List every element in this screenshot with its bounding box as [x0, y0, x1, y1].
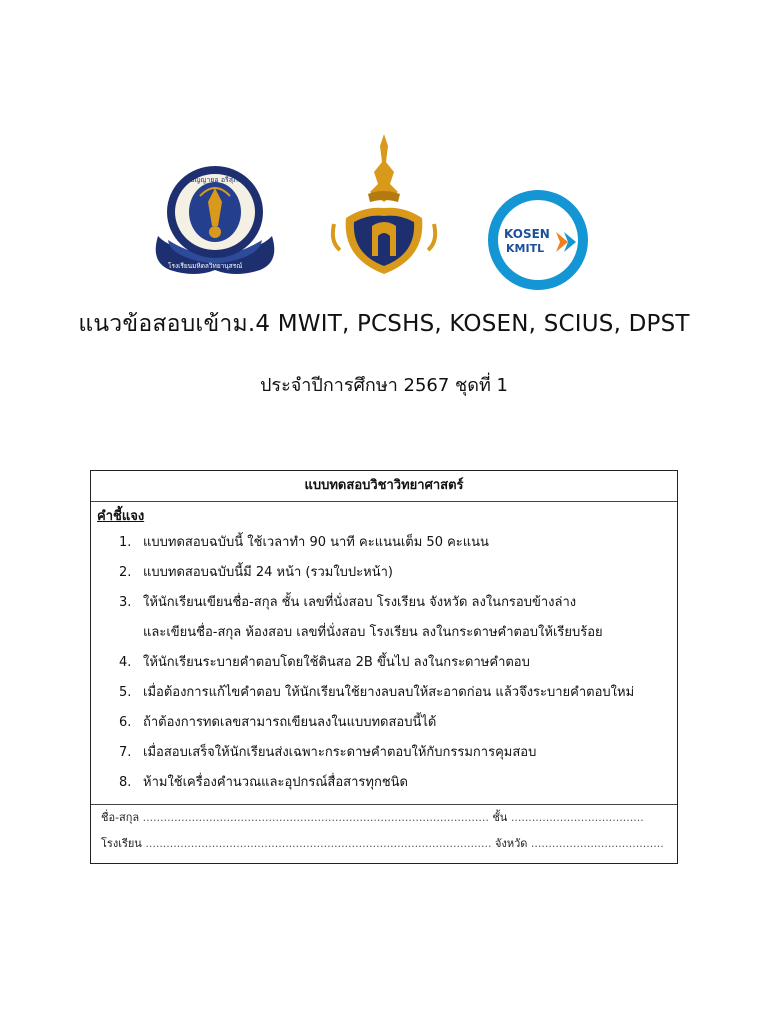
list-item [91, 594, 677, 642]
province-label: จังหวัด [495, 837, 528, 850]
kosen-text: KOSEN [504, 227, 550, 241]
logo-row [0, 128, 768, 288]
exam-subject-header: แบบทดสอบวิชาวิทยาศาสตร์ [91, 471, 677, 502]
exam-cover-box [90, 470, 678, 864]
student-info-fields [91, 804, 677, 863]
name-field[interactable]: ................................................................................................... [142, 811, 489, 824]
name-label: ชื่อ-สกุล [101, 811, 140, 824]
item-number: 5. [119, 685, 132, 700]
name-class-row [91, 805, 677, 831]
item-text: แบบทดสอบฉบับนี้มี 24 หน้า (รวมใบปะหน้า) [143, 565, 393, 580]
kmitl-text: KMITL [506, 242, 545, 255]
item-text: ให้นักเรียนระบายคำตอบโดยใช้ดินสอ 2B ขึ้นไป ลงในกระดาษคำตอบ [143, 655, 530, 670]
school-province-row [91, 831, 677, 857]
instructions-list [91, 534, 677, 792]
item-number: 7. [119, 745, 132, 760]
item-number: 2. [119, 565, 132, 580]
instructions-label: คำชี้แจง [97, 509, 145, 524]
page-title: แนวข้อสอบเข้าม.4 MWIT, PCSHS, KOSEN, SCIUS, DPST [78, 311, 690, 337]
item-number: 8. [119, 775, 132, 790]
class-field[interactable]: ...................................... [510, 811, 644, 824]
list-item [91, 744, 677, 762]
list-item [91, 534, 677, 552]
list-item [91, 654, 677, 672]
class-label: ชั้น [492, 811, 508, 824]
mwit-logo [150, 166, 280, 278]
school-label: โรงเรียน [101, 837, 142, 850]
pcshs-logo [328, 132, 440, 282]
kosen-kmitl-logo [484, 186, 592, 294]
item-text: เมื่อสอบเสร็จให้นักเรียนส่งเฉพาะกระดาษคำตอบให้กับกรรมการคุมสอบ [143, 745, 537, 760]
item-text: ถ้าต้องการทดเลขสามารถเขียนลงในแบบทดสอบนี้ได้ [143, 715, 437, 730]
item-text: แบบทดสอบฉบับนี้ ใช้เวลาทำ 90 นาที คะแนนเต็ม 50 คะแนน [143, 535, 489, 550]
mwit-logo-text-top: ปัญญายอ อรีสุภัทษ [190, 176, 247, 184]
mwit-logo-text-bottom: โรงเรียนมหิดลวิทยานุสรณ์ [168, 262, 243, 270]
list-item [91, 774, 677, 792]
item-text: ห้ามใช้เครื่องคำนวณและอุปกรณ์สื่อสารทุกชนิด [143, 775, 408, 790]
page-subtitle: ประจำปีการศึกษา 2567 ชุดที่ 1 [259, 375, 508, 396]
item-number: 4. [119, 655, 132, 670]
item-number: 1. [119, 535, 132, 550]
item-text-continued: และเขียนชื่อ-สกุล ห้องสอบ เลขที่นั่งสอบ โรงเรียน ลงในกระดาษคำตอบให้เรียบร้อย [143, 625, 603, 640]
school-field[interactable]: ................................................................................................... [145, 837, 492, 850]
list-item [91, 684, 677, 702]
item-text: ให้นักเรียนเขียนชื่อ-สกุล ชั้น เลขที่นั่งสอบ โรงเรียน จังหวัด ลงในกรอบข้างล่าง [143, 595, 577, 610]
province-field[interactable]: ...................................... [530, 837, 664, 850]
item-number: 3. [119, 595, 132, 610]
item-text: เมื่อต้องการแก้ไขคำตอบ ให้นักเรียนใช้ยางลบลบให้สะอาดก่อน แล้วจึงระบายคำตอบใหม่ [143, 685, 635, 700]
list-item [91, 564, 677, 582]
item-number: 6. [119, 715, 132, 730]
list-item [91, 714, 677, 732]
